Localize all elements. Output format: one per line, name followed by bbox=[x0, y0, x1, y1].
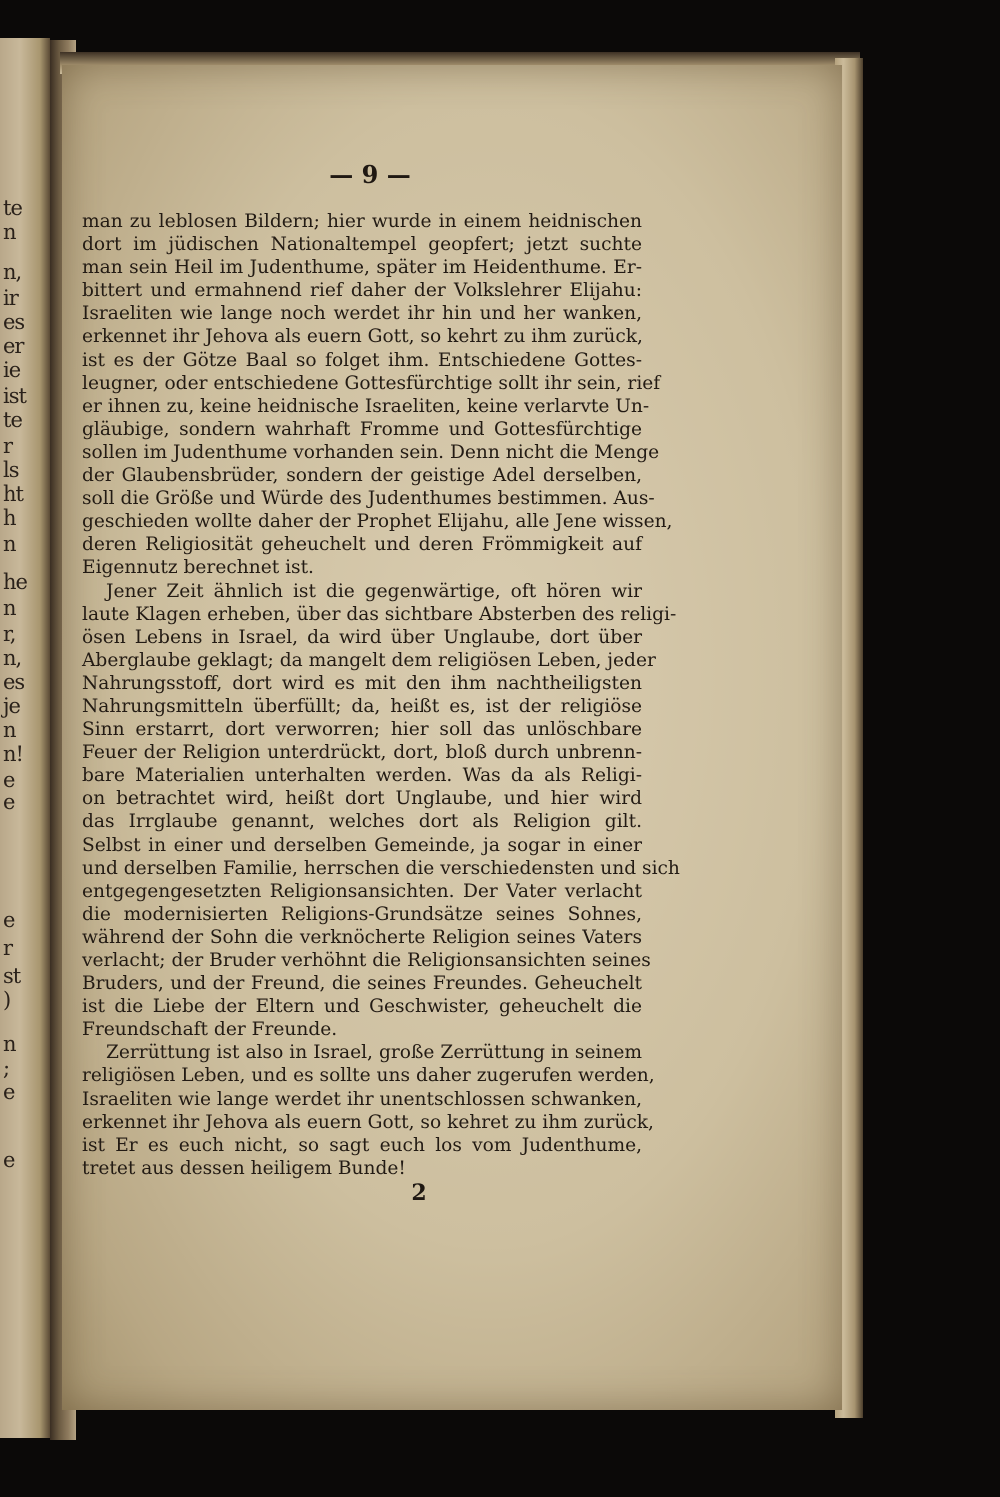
left-page-fragment: n, bbox=[3, 260, 22, 284]
text-line: Nahrungsstoff, dort wird es mit den ihm nachtheiligsten bbox=[82, 672, 642, 694]
text-line: Aberglaube geklagt; da mangelt dem religiösen Leben, jeder bbox=[82, 649, 656, 671]
left-page-fragment: st bbox=[3, 964, 21, 988]
text-line: Freundschaft der Freunde. bbox=[82, 1019, 338, 1041]
left-page-fragment: n bbox=[3, 596, 16, 620]
left-page-fragment: r bbox=[3, 936, 13, 960]
signature-mark: 2 bbox=[411, 1180, 427, 1206]
left-page-fragment: je bbox=[3, 694, 20, 718]
left-page-fragment: er bbox=[3, 334, 24, 358]
left-page-fragment: e bbox=[3, 790, 15, 814]
text-line: Feuer der Religion unterdrückt, dort, bloß durch unbrenn- bbox=[82, 742, 642, 764]
text-line: bittert und ermahnend rief daher der Volkslehrer Elijahu: bbox=[82, 280, 642, 302]
left-page-fragment: n, bbox=[3, 646, 22, 670]
text-line: er ihnen zu, keine heidnische Israeliten, keine verlarvte Un- bbox=[82, 395, 650, 417]
text-line: erkennet ihr Jehova als euern Gott, so kehret zu ihm zurück, bbox=[82, 1111, 654, 1133]
text-line: deren Religiosität geheuchelt und deren Frömmigkeit auf bbox=[82, 534, 642, 556]
left-page-fragment: r bbox=[3, 434, 13, 458]
text-line: erkennet ihr Jehova als euern Gott, so kehrt zu ihm zurück, bbox=[82, 326, 643, 348]
text-line: geschieden wollte daher der Prophet Elijahu, alle Jene wissen, bbox=[82, 511, 673, 533]
previous-page-edge bbox=[0, 38, 50, 1438]
text-line: gläubige, sondern wahrhaft Fromme und Gottesfürchtige bbox=[82, 418, 642, 440]
text-line: ist Er es euch nicht, so sagt euch los vom Judenthume, bbox=[82, 1134, 642, 1156]
text-line: laute Klagen erheben, über das sichtbare Absterben des religi- bbox=[82, 603, 677, 625]
left-page-fragment: e bbox=[3, 1148, 15, 1172]
text-line: bare Materialien unterhalten werden. Was da als Religi- bbox=[82, 765, 642, 787]
text-line: ist die Liebe der Eltern und Geschwister, geheuchelt die bbox=[82, 996, 642, 1018]
left-page-fragment: ) bbox=[3, 988, 11, 1012]
left-page-fragment: r, bbox=[3, 622, 16, 646]
text-line: tretet aus dessen heiligem Bunde! bbox=[82, 1157, 406, 1179]
text-line: Eigennutz berechnet ist. bbox=[82, 557, 314, 579]
text-line: Selbst in einer und derselben Gemeinde, ja sogar in einer bbox=[82, 834, 642, 856]
left-page-fragment: n bbox=[3, 718, 16, 742]
text-line: on betrachtet wird, heißt dort Unglaube, und hier wird bbox=[82, 788, 642, 810]
left-page-fragment: n bbox=[3, 532, 16, 556]
text-line: dort im jüdischen Nationaltempel geopfert; jetzt suchte bbox=[82, 234, 642, 256]
text-line: verlacht; der Bruder verhöhnt die Religionsansichten seines bbox=[82, 950, 651, 971]
text-line: man zu leblosen Bildern; hier wurde in einem heidnischen bbox=[82, 211, 642, 232]
text-line: sollen im Judenthume vorhanden sein. Denn nicht die Menge bbox=[82, 441, 660, 463]
page-number: — 9 — bbox=[329, 160, 411, 189]
text-line: Sinn erstarrt, dort verworren; hier soll das unlöschbare bbox=[82, 719, 642, 741]
text-line: Israeliten wie lange noch werdet ihr hin und her wanken, bbox=[82, 303, 642, 325]
left-page-fragment: h bbox=[3, 506, 16, 530]
text-line: Israeliten wie lange werdet ihr unentschlossen schwanken, bbox=[82, 1088, 643, 1110]
left-page-fragment: ; bbox=[3, 1056, 10, 1080]
text-line: ist es der Götze Baal so folget ihm. Entschiedene Gottes- bbox=[82, 349, 642, 371]
left-page-fragment: n bbox=[3, 220, 16, 244]
left-page-fragment: e bbox=[3, 768, 15, 792]
left-page-fragment: ls bbox=[3, 458, 19, 482]
text-line: die modernisierten Religions-Grundsätze seines Sohnes, bbox=[82, 903, 642, 925]
left-page-fragment: e bbox=[3, 1080, 15, 1104]
left-page-fragment: n! bbox=[3, 742, 23, 766]
body-text bbox=[82, 210, 680, 1180]
text-line: leugner, oder entschiedene Gottesfürchtige sollt ihr sein, rief bbox=[82, 372, 661, 394]
text-line: man sein Heil im Judenthume, später im Heidenthume. Er- bbox=[82, 257, 642, 279]
text-line: ösen Lebens in Israel, da wird über Unglaube, dort über bbox=[82, 626, 642, 648]
left-page-fragment: n bbox=[3, 1032, 16, 1056]
text-line: und derselben Familie, herrschen die verschiedensten und sich bbox=[82, 857, 680, 879]
text-line: Bruders, und der Freund, die seines Freundes. Geheuchelt bbox=[82, 973, 642, 995]
text-line: Jener Zeit ähnlich ist die gegenwärtige, oft hören wir bbox=[106, 580, 642, 602]
left-page-fragment: ist bbox=[3, 384, 26, 408]
left-page-fragment: es bbox=[3, 670, 25, 694]
text-line: religiösen Leben, und es sollte uns daher zugerufen werden, bbox=[82, 1065, 655, 1087]
left-page-fragment: ie bbox=[3, 358, 21, 382]
text-line: das Irrglaube genannt, welches dort als Religion gilt. bbox=[82, 811, 642, 833]
text-line: Nahrungsmitteln überfüllt; da, heißt es, ist der religiöse bbox=[82, 695, 642, 717]
left-page-fragment: es bbox=[3, 310, 25, 334]
text-line: während der Sohn die verknöcherte Religion seines Vaters bbox=[82, 926, 642, 948]
left-page-fragment: e bbox=[3, 908, 15, 932]
text-line: Zerrüttung ist also in Israel, große Zerrüttung in seinem bbox=[106, 1042, 642, 1064]
left-page-fragment: he bbox=[3, 570, 27, 594]
left-page-fragment: te bbox=[3, 408, 22, 432]
text-line: entgegengesetzten Religionsansichten. Der Vater verlacht bbox=[82, 880, 642, 902]
text-line: soll die Größe und Würde des Judenthumes bestimmen. Aus- bbox=[82, 488, 655, 510]
left-page-fragment: ht bbox=[3, 482, 23, 506]
left-page-fragment: ir bbox=[3, 286, 18, 310]
text-line: der Glaubensbrüder, sondern der geistige Adel derselben, bbox=[82, 465, 642, 487]
left-page-fragment: te bbox=[3, 196, 22, 220]
